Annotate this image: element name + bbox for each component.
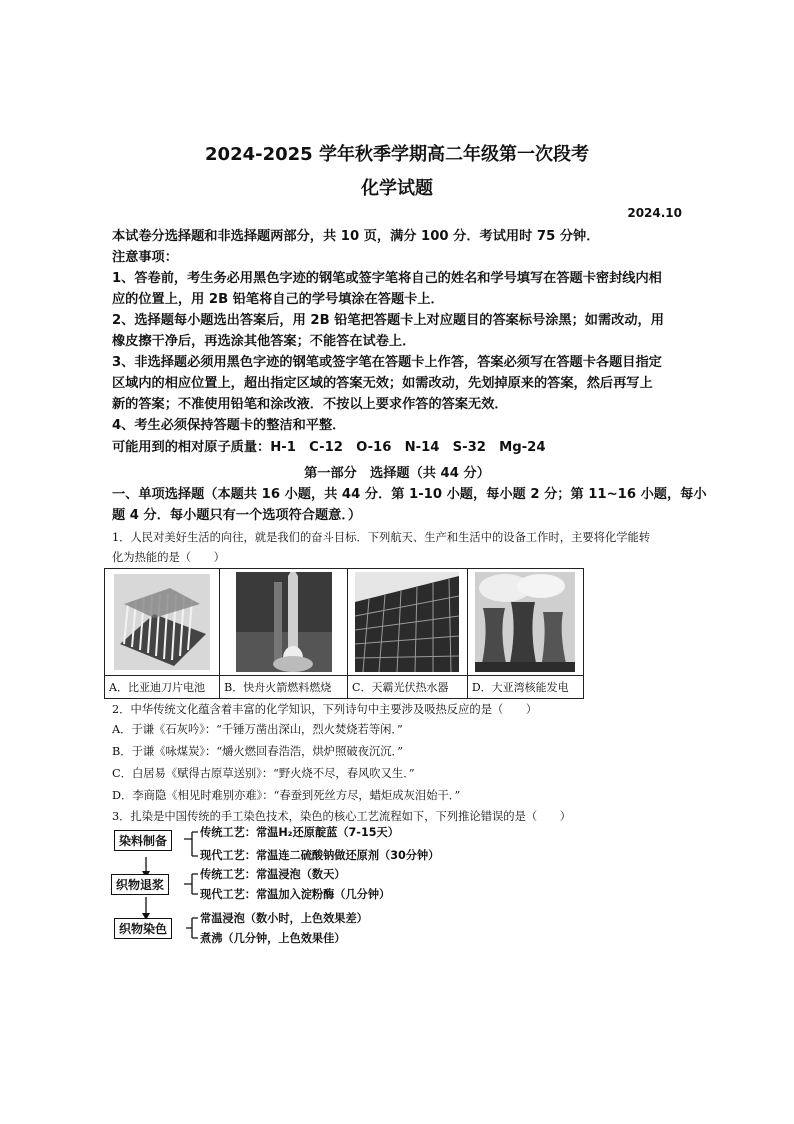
note-3-line-1: 3、非选择题必须用黑色字迹的钢笔或签字笔在答题卡上作答，答案必须写在答题卡各题目指定 [112,355,662,370]
flow-box-dye-prep: 染料制备 [114,830,172,851]
question-1-stem-line-2: 化为热能的是（ ） [112,551,225,564]
note-3-line-3: 新的答案；不准使用铅笔和涂改液．不按以上要求作答的答案无效． [112,397,508,412]
part-1-instruction-line-2: 题 4 分．每小题只有一个选项符合题意．） [112,508,362,523]
note-3-line-2: 区域内的相应位置上，超出指定区域的答案无效；如需改动，先划掉原来的答案，然后再写上 [112,376,653,391]
notes-heading: 注意事项： [112,250,178,265]
battery-image [114,574,210,670]
atomic-masses: 可能用到的相对原子质量：H-1 C-12 O-16 N-14 S-32 Mg-24 [112,440,546,455]
note-1-line-1: 1、答卷前，考生务必用黑色字迹的钢笔或签字笔将自己的姓名和学号填写在答题卡密封线内相 [112,271,662,286]
solar-panel-image [355,572,459,672]
flow-desizing-modern: 现代工艺：常温加入淀粉酶（几分钟） [200,888,391,901]
option-d-image-cell [467,569,583,676]
note-4: 4、考生必须保持答题卡的整洁和平整． [112,418,346,433]
exam-title: 2024-2025 学年秋季学期高二年级第一次段考 [205,144,589,165]
exam-subject: 化学试题 [361,178,433,199]
exam-summary: 本试卷分选择题和非选择题两部分，共 10 页，满分 100 分．考试用时 75 分钟． [112,229,600,244]
cooling-tower-image [475,572,575,672]
part-1-instruction-line-1: 一、单项选择题（本题共 16 小题，共 44 分．第 1-10 小题，每小题 2 分；第 11~16 小题，每小 [112,487,707,502]
question-2-stem: 2．中华传统文化蕴含着丰富的化学知识，下列诗句中主要涉及吸热反应的是（ ） [112,703,538,716]
question-2-option-b: B．于谦《咏煤炭》：“爝火燃回春浩浩，烘炉照破夜沉沉．” [112,745,403,758]
note-2-line-1: 2、选择题每小题选出答案后，用 2B 铅笔把答题卡上对应题目的答案标号涂黑；如需改动，用 [112,313,664,328]
flow-box-dyeing: 织物染色 [114,918,172,939]
flow-box-desizing: 织物退浆 [111,874,169,895]
flow-desizing-traditional: 传统工艺：常温浸泡（数天） [200,868,346,881]
option-a-image-cell [105,569,220,676]
question-2-option-a: A．于谦《石灰吟》：“千锤万凿出深山，烈火焚烧若等闲．” [112,723,403,736]
option-b-label: B．快舟火箭燃料燃烧 [220,676,348,699]
flow-dye-prep-traditional: 传统工艺：常温H₂还原靛蓝（7-15天） [200,826,399,839]
exam-date: 2024.10 [627,206,682,220]
flow-dyeing-boil: 煮沸（几分钟，上色效果佳） [200,932,346,945]
rocket-image [236,572,332,672]
question-2-option-c: C．白居易《赋得古原草送别》：“野火烧不尽，春风吹又生．” [112,767,415,780]
option-c-image-cell [348,569,468,676]
question-3-stem: 3．扎染是中国传统的手工染色技术，染色的核心工艺流程如下，下列推论错误的是（ ） [112,810,572,823]
question-1-stem-line-1: 1．人民对美好生活的向往，就是我们的奋斗目标．下列航天、生产和生活中的设备工作时，主要将化学能转 [112,531,651,544]
option-c-label: C．天霸光伏热水器 [348,676,468,699]
option-b-image-cell [220,569,348,676]
note-1-line-2: 应的位置上，用 2B 铅笔将自己的学号填涂在答题卡上． [112,292,444,307]
flow-dye-prep-modern: 现代工艺：常温连二硫酸钠做还原剂（30分钟） [200,849,440,862]
part-1-heading: 第一部分 选择题（共 44 分） [304,466,490,481]
note-2-line-2: 橡皮擦干净后，再选涂其他答案；不能答在试卷上． [112,334,416,349]
question-1-option-table [104,568,584,699]
flow-dyeing-room-temp: 常温浸泡（数小时，上色效果差） [200,912,368,925]
option-a-label: A．比亚迪刀片电池 [105,676,220,699]
option-d-label: D．大亚湾核能发电 [467,676,583,699]
question-2-option-d: D．李商隐《相见时难别亦难》：“春蚕到死丝方尽，蜡炬成灰泪始干．” [112,789,461,802]
